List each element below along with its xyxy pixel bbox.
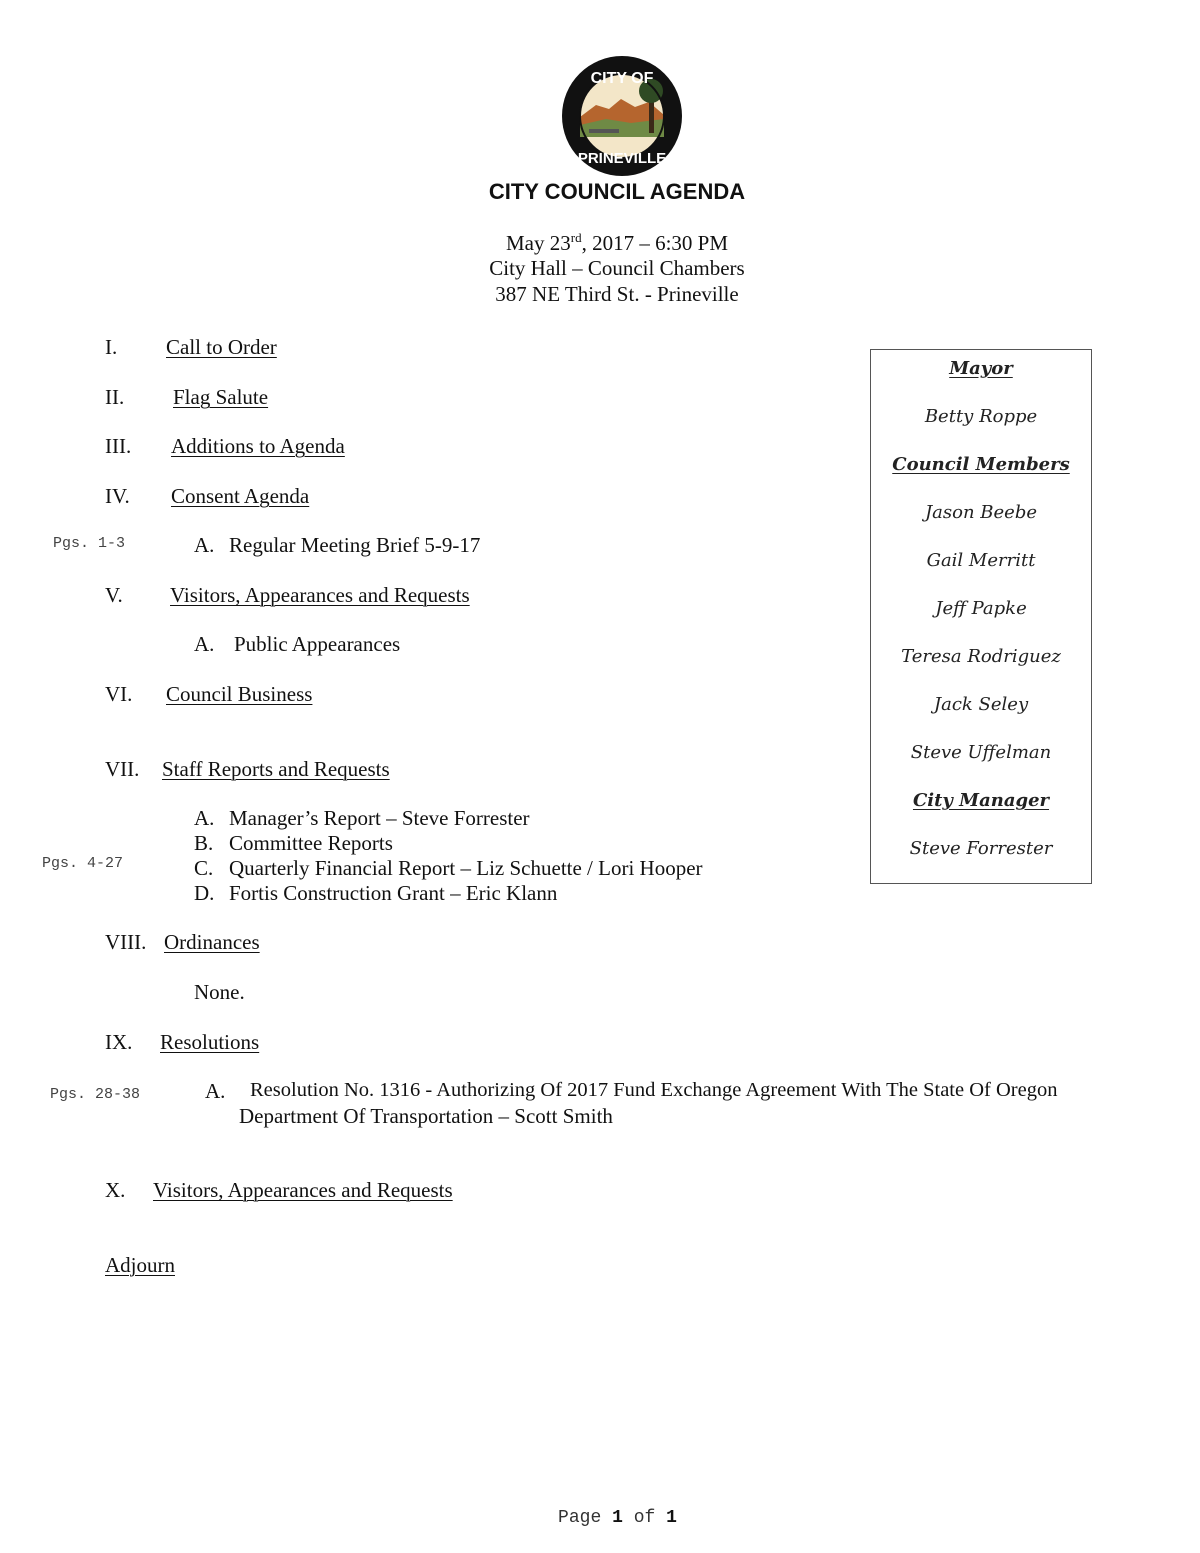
item-i-label: Call to Order [166,335,277,359]
council-member: Gail Merritt [926,550,1036,571]
item-ix-a-letter: A. [205,1079,226,1103]
page-title: CITY COUNCIL AGENDA [488,179,746,204]
logo-text-top: CITY OF [590,70,654,87]
meeting-address: 387 NE Third St. - Prineville [495,282,739,306]
item-vii-label: Staff Reports and Requests [162,757,390,781]
item-v-a-letter: A. [194,632,215,656]
item-vii-c-text: Quarterly Financial Report – Liz Schuette / Lori Hooper [229,856,703,880]
item-ii-number: II. [105,385,125,409]
item-iv-a-letter: A. [194,533,215,557]
item-ix-a-line2: Department Of Transportation – Scott Smith [239,1104,613,1128]
item-vii-b-text: Committee Reports [229,831,393,855]
adjourn: Adjourn [105,1253,175,1277]
item-v-number: V. [105,583,123,607]
item-vii-a-text: Manager’s Report – Steve Forrester [229,806,530,830]
footer-page-total: 1 [666,1508,677,1528]
item-v-label: Visitors, Appearances and Requests [170,583,470,607]
meeting-location: City Hall – Council Chambers [489,256,745,280]
mayor-heading: Mayor [949,358,1013,379]
council-member: Steve Uffelman [910,742,1052,763]
item-vii-pages: Pgs. 4-27 [42,855,124,872]
item-iv-pages: Pgs. 1-3 [53,535,126,552]
item-vi-number: VI. [105,682,133,706]
item-ix-label: Resolutions [160,1030,260,1054]
item-vii-d-text: Fortis Construction Grant – Eric Klann [229,881,558,905]
meeting-date [417,230,817,256]
item-vii-d-letter: D. [194,881,215,905]
council-member: Jason Beebe [924,502,1038,523]
council-member: Teresa Rodriguez [901,646,1061,667]
item-iii-label: Additions to Agenda [171,434,345,458]
item-vi-label: Council Business [166,682,313,706]
item-x-number: X. [105,1178,126,1202]
item-vii-a-letter: A. [194,806,215,830]
council-member: Jeff Papke [935,598,1027,619]
page-footer [500,1508,735,1528]
council-roster-box [870,349,1092,884]
city-seal-icon [561,55,683,177]
manager-name: Steve Forrester [909,838,1053,859]
item-v-a-text: Public Appearances [234,632,401,656]
item-iv-number: IV. [105,484,130,508]
item-ix-pages: Pgs. 28-38 [50,1086,141,1103]
item-ii-label: Flag Salute [173,385,269,409]
item-ix-number: IX. [105,1030,133,1054]
footer-of-word: of [633,1508,656,1528]
item-vii-number: VII. [105,757,140,781]
item-vii-c-letter: C. [194,856,214,880]
item-viii-number: VIII. [105,930,147,954]
item-i-number: I. [105,335,118,359]
footer-page-current: 1 [612,1508,623,1528]
council-member: Jack Seley [933,694,1029,715]
item-iv-a-text: Regular Meeting Brief 5-9-17 [229,533,481,557]
item-x-label: Visitors, Appearances and Requests [153,1178,453,1202]
date-prefix: May 23 [505,231,571,255]
date-suffix: rd [570,230,582,245]
manager-heading: City Manager [912,790,1050,811]
date-rest: , 2017 – 6:30 PM [581,231,729,255]
item-viii-label: Ordinances [164,930,260,954]
footer-page-word: Page [558,1508,602,1528]
logo-text-bottom: PRINEVILLE [577,150,667,167]
item-ix-a-line1: Resolution No. 1316 - Authorizing Of 2017 Fund Exchange Agreement With The State Of Oregon [250,1079,1058,1101]
item-iv-label: Consent Agenda [171,484,310,508]
city-logo [561,55,683,177]
item-vii-b-letter: B. [194,831,214,855]
item-viii-none: None. [194,980,245,1004]
mayor-name: Betty Roppe [924,406,1038,427]
item-iii-number: III. [105,434,132,458]
council-heading: Council Members [892,454,1070,475]
